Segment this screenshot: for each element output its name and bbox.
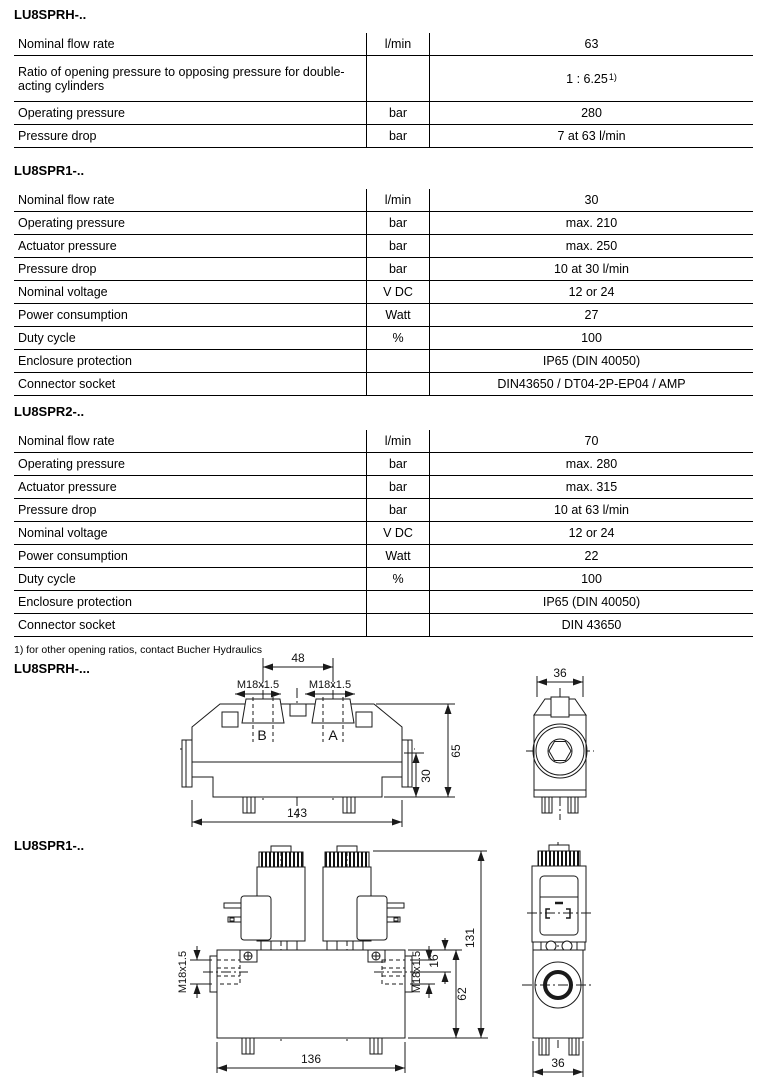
spec-label: Ratio of opening pressure to opposing pressure for double-acting cylinders <box>18 64 345 93</box>
mounting-pins <box>539 1038 579 1055</box>
spec-value: 12 or 24 <box>568 285 615 299</box>
spec-value: 12 or 24 <box>568 526 615 540</box>
valve-body-side <box>533 950 583 1038</box>
dim-136-label: 136 <box>300 1052 322 1066</box>
spec-label: Enclosure protection <box>18 595 132 609</box>
spec-label: Duty cycle <box>18 331 76 345</box>
drawing-heading-lu8spr1: LU8SPR1-.. <box>14 838 85 853</box>
spec-value: 70 <box>584 434 599 448</box>
spec-value: max. 250 <box>565 239 618 253</box>
thread-label-right: M18x1.5 <box>308 679 352 691</box>
lu8spr1-side-view <box>522 842 594 1077</box>
din-connector-right <box>357 896 404 940</box>
spec-label: Pressure drop <box>18 503 97 517</box>
spec-value: 100 <box>581 331 602 345</box>
spec-value: 27 <box>584 308 599 322</box>
spec-value: max. 315 <box>565 480 618 494</box>
table-heading-lu8spr1: LU8SPR1-.. <box>14 163 85 178</box>
thread-label-left: M18x1.5 <box>177 950 189 994</box>
thread-label-right: M18x1.5 <box>411 950 423 994</box>
port-boss-b <box>242 699 284 723</box>
footnote: 1) for other opening ratios, contact Bucher Hydraulics <box>14 644 263 656</box>
dim-36-label: 36 <box>553 666 567 680</box>
dim-16-label: 16 <box>427 954 441 968</box>
spec-value: 280 <box>581 106 602 120</box>
spec-unit: V DC <box>366 281 430 303</box>
port-label-b: B <box>257 727 267 743</box>
spec-value: DIN 43650 <box>561 618 622 632</box>
spec-label: Pressure drop <box>18 262 97 276</box>
spec-label: Nominal voltage <box>18 285 108 299</box>
dim-143-label: 143 <box>286 806 308 820</box>
dim-30-label: 30 <box>419 769 433 783</box>
spec-label: Operating pressure <box>18 457 126 471</box>
spec-value: 10 at 30 l/min <box>553 262 630 276</box>
spec-label: Nominal flow rate <box>18 37 115 51</box>
spec-value: 7 at 63 l/min <box>557 129 626 143</box>
spec-unit: bar <box>366 499 430 521</box>
spec-value: max. 210 <box>565 216 618 230</box>
port-boss-a <box>312 699 354 723</box>
lu8sprh-front-view <box>180 651 463 827</box>
spec-label: Pressure drop <box>18 129 97 143</box>
spec-unit: bar <box>366 102 430 124</box>
spec-unit: V DC <box>366 522 430 544</box>
spec-label: Nominal flow rate <box>18 193 115 207</box>
spec-label: Operating pressure <box>18 216 126 230</box>
dim-36-label: 36 <box>551 1056 565 1070</box>
spec-value: 100 <box>581 572 602 586</box>
table-heading-lu8sprh: LU8SPRH-.. <box>14 7 87 22</box>
spec-unit: % <box>366 327 430 349</box>
spec-value: max. 280 <box>565 457 618 471</box>
spec-label: Nominal flow rate <box>18 434 115 448</box>
din-connector-left <box>224 896 271 940</box>
spec-label: Actuator pressure <box>18 239 117 253</box>
spec-value: 63 <box>584 37 599 51</box>
spec-label: Operating pressure <box>18 106 126 120</box>
spec-unit: bar <box>366 453 430 475</box>
spec-label: Connector socket <box>18 618 116 632</box>
spec-unit: l/min <box>366 430 430 452</box>
spec-value: 22 <box>584 549 599 563</box>
dim-48-label: 48 <box>291 651 305 665</box>
spec-value: IP65 (DIN 40050) <box>542 354 641 368</box>
spec-unit: Watt <box>366 304 430 326</box>
port-label-a: A <box>328 727 338 743</box>
spec-unit: l/min <box>366 189 430 211</box>
spec-value-text: 1 : 6.25 <box>566 71 608 86</box>
spec-value: 10 at 63 l/min <box>553 503 630 517</box>
spec-unit: bar <box>366 125 430 147</box>
spec-unit: % <box>366 568 430 590</box>
spec-value: IP65 (DIN 40050) <box>542 595 641 609</box>
spec-unit: bar <box>366 212 430 234</box>
spec-unit: Watt <box>366 545 430 567</box>
spec-value: 30 <box>584 193 599 207</box>
thread-label-left: M18x1.5 <box>236 679 280 691</box>
footnote-marker: 1) <box>608 71 617 82</box>
spec-label: Power consumption <box>18 308 128 322</box>
drawing-heading-lu8sprh: LU8SPRH-... <box>14 661 90 676</box>
dim-62-label: 62 <box>455 987 469 1001</box>
spec-unit: bar <box>366 258 430 280</box>
spec-label: Nominal voltage <box>18 526 108 540</box>
spec-unit: l/min <box>366 33 430 55</box>
valve-body <box>217 950 405 1038</box>
spec-unit: bar <box>366 476 430 498</box>
spec-label: Connector socket <box>18 377 116 391</box>
dim-131-label: 131 <box>463 927 477 949</box>
lu8spr1-front-view <box>177 846 488 1073</box>
spec-label: Actuator pressure <box>18 480 117 494</box>
spec-unit: bar <box>366 235 430 257</box>
spec-label: Power consumption <box>18 549 128 563</box>
dim-65-label: 65 <box>449 744 463 758</box>
spec-value: DIN43650 / DT04-2P-EP04 / AMP <box>497 377 686 391</box>
lu8sprh-side-view <box>526 666 594 820</box>
spec-label: Duty cycle <box>18 572 76 586</box>
spec-label: Enclosure protection <box>18 354 132 368</box>
table-heading-lu8spr2: LU8SPR2-.. <box>14 404 85 419</box>
